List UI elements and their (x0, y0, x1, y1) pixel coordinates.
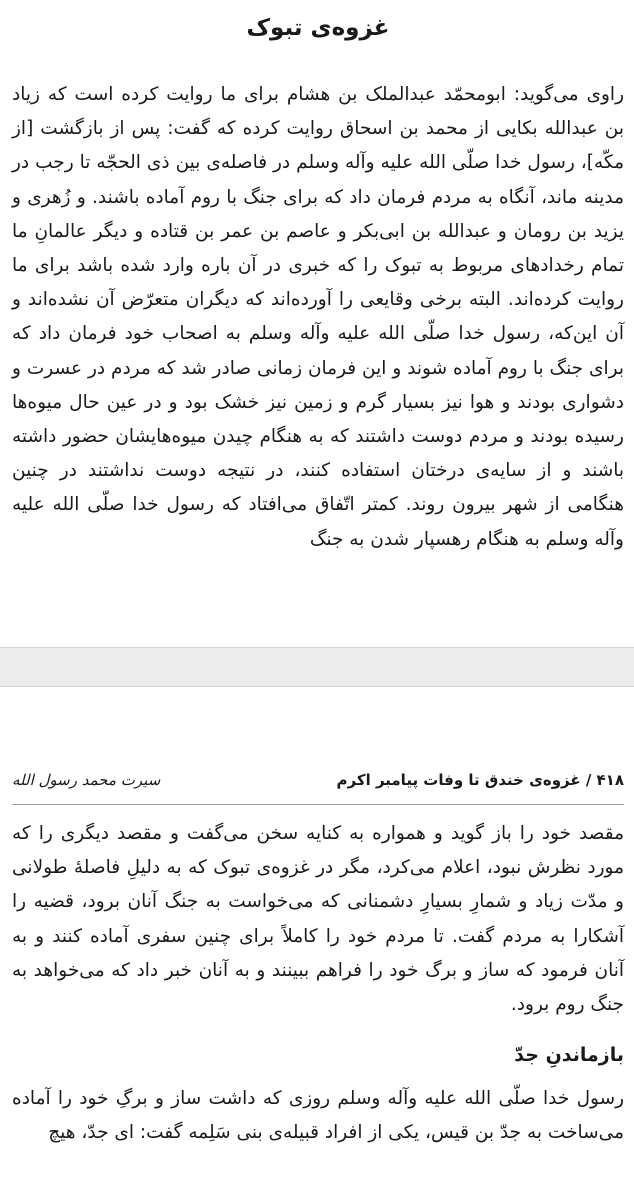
section-heading: بازماندنِ جدّ (514, 1044, 624, 1067)
body-paragraph-2: رسول خدا صلّی الله علیه وآله وسلم روزی که داشت ساز و برگِ خود را آماده می‌ساخت به جدّ بن قیس، یکی از افراد قبیله‌ی بنی سَلِمه گفت: ای جدّ، هیچ (12, 1088, 624, 1144)
running-header (12, 770, 624, 805)
section-name: غزوه‌ی خندق تا وفات پیامبر اکرم (336, 771, 581, 789)
running-header-section (337, 770, 624, 790)
page-number-separator: / (580, 771, 592, 789)
book-title: سیرت محمد رسول الله (12, 771, 161, 789)
page-header-area (12, 687, 624, 805)
body-paragraph: راوی می‌گوید: ابومحمّد عبدالملک بن هشام برای ما روایت کرده است که زیاد بن عبدالله بکایی از محمد بن اسحاق روایت کرده که گفت: پس از بازگشت [از مکّه]، رسول خدا صلّی الله علیه وآله وسلم در فاصله‌ی بین ذی الحجّه تا رجب در مدینه ماند، آنگاه به مردم فرمان داد که برای جنگ با روم آماده باشند. و زُهری و یزید بن رومان و عبدالله بن ابی‌بکر و عاصم بن عمر بن قتاده و دیگر عالمانِ ما تمام رخدادهای مربوط به تبوک را که خبری در آن باره وارد شده باشد برای ما روایت کرده‌اند. البته برخی وقایعی را آورده‌اند که دیگران متعرّض آن نشده‌اند و آن این‌که، رسول خدا صلّی الله علیه وآله وسلم به اصحاب خود فرمان داد که برای جنگ با روم آماده شوند و این فرمان زمانی صادر شد که مردم در عسرت و دشواری بودند و هوا نیز بسیار گرم و زمین نیز خشک بود و در عین حال میوه‌ها رسیده بودند و مردم دوست داشتند که به هنگام چیدن میوه‌هایشان حضور داشته باشند و از سایه‌ی درختان استفاده کنند، در نتیجه دوست نداشتند در چنین هنگامی از شهر بیرون روند. کمتر اتّفاق می‌افتاد که رسول خدا صلّی الله علیه وآله وسلم به هنگام رهسپار شدن به جنگ (12, 84, 624, 550)
body-paragraph-1: مقصد خود را باز گوید و همواره به کنایه سخن می‌گفت و مقصد دیگری را که مورد نظرش نبود، اعلام می‌کرد، مگر در غزوه‌ی تبوک که به دلیلِ فاصلهٔ طولانی و مدّت زیاد و شمارِ بسیارِ دشمنانی که می‌خواست به جنگ آنان برود، قضیه را آشکارا به مردم گفت. تا مردم خود را کاملاً برای چنین سفری آماده کنند و به آنان فرمود که ساز و برگ خود را فراهم ببینند و به آنان خبر داد که می‌خواهد به جنگ روم برود. (12, 823, 624, 1016)
chapter-title: غزوه‌ی تبوک (246, 15, 390, 41)
page-number: ۴۱۸ (596, 771, 624, 789)
page-lower (0, 686, 634, 1200)
